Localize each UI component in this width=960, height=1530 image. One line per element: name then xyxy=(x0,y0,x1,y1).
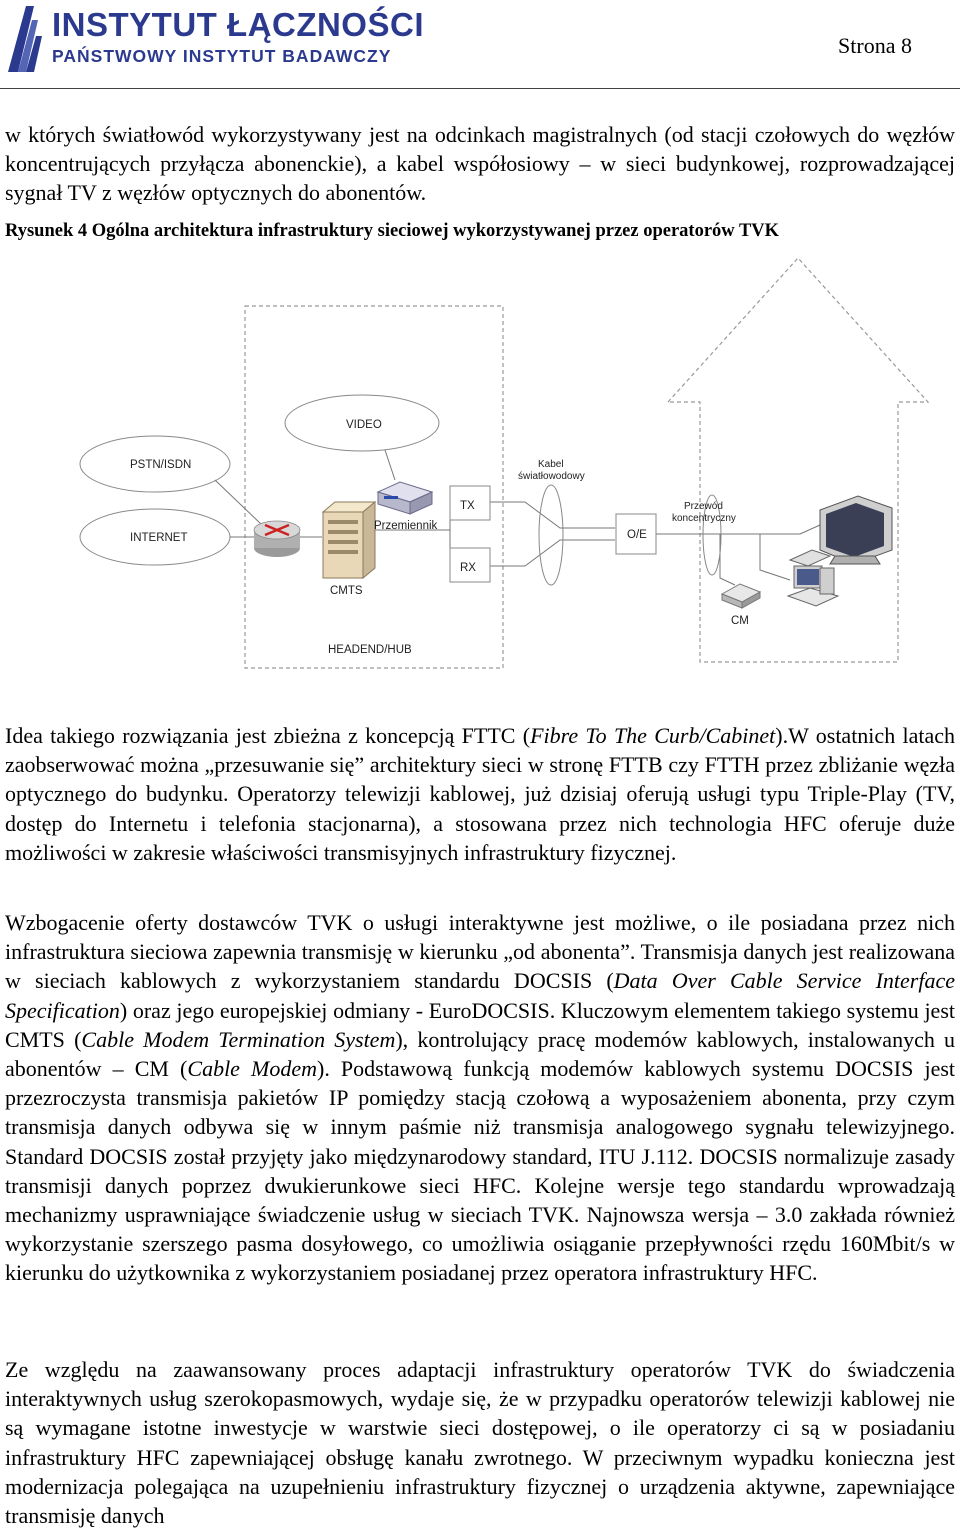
architecture-diagram xyxy=(0,250,960,690)
paragraph-4: Ze względu na zaawansowany proces adaptacji infrastruktury operatorów TVK do świadczenia interaktywnych usług szerokopasmowych, wydaje się, że w przypadku operatorów telewizji kablowej nie są wymagane istotne inwestycje w warstwie sieci dostępowej, o ile operatorzy ci są w posiadaniu infrastruktury HFC zapewniającej obsługę kanału zwrotnego. W przeciwnym wypadku konieczna jest modernizacja polegająca na uzupełnieniu infrastruktury fizycznej o urządzenia aktywne, zapewniające transmisję danych xyxy=(5,1357,955,1529)
television-icon xyxy=(820,496,892,564)
label-fibre-cable-1: Kabel xyxy=(538,459,564,470)
label-coax-1: Przewód xyxy=(684,501,723,512)
paragraph-1: w których światłowód wykorzystywany jest na odcinkach magistralnych (od stacji czołowych do węzłów koncentrujących przyłącza abonenckie), a kabel współosiowy – w sieci budynkowej, rozprowadzającej sygnał TV z węzłów optycznych do abonentów. xyxy=(5,122,955,206)
label-coax-2: koncentryczny xyxy=(672,513,736,524)
label-pstn-isdn: PSTN/ISDN xyxy=(130,459,192,471)
paragraph-3: Wzbogacenie oferty dostawców TVK o usługi interaktywne jest możliwe, o ile posiadana przez nich infrastruktura sieciowa zapewnia transmisję w kierunku „od abonenta”. Transmisja danych jest realizowana w sieciach kablowych z wykorzystaniem standardu DOCSIS (Data Over Cable Service Interface Specification) oraz jego europejskiej odmiany - EuroDOCSIS. Kluczowym elementem takiego systemu jest CMTS (Cable Modem Termination System), kontrolujący pracę modemów kablowych, instalowanych u abonentów – CM (Cable Modem). Podstawową funkcją modemów kablowych systemu DOCSIS jest przezroczysta transmisja pakietów IP pomiędzy stacją czołową a wyposażeniem abonenta, przy czym transmisja danych odbywa się w innym paśmie niż transmisja analogowego sygnału telewizyjnego. Standard DOCSIS został przyjęty jako międzynarodowy standard, ITU J.112. DOCSIS normalizuje zasady transmisji danych poprzez dwukierunkowe sieci HFC. Kolejne wersje tego standardu wprowadzają mechanizmy usprawniające świadczenie usług w sieciach TVK. Najnowsza wersja – 3.0 zakłada również wykorzystanie szerszego pasma dosyłowego, co umożliwia osiąganie przepływności rzędu 160Mbit/s w kierunku do użytkownika z wykorzystaniem posiadanej przez operatora infrastruktury HFC. xyxy=(5,910,956,1286)
fibre-cable-marker xyxy=(539,485,563,585)
converter-device-icon xyxy=(378,482,432,514)
logo-title: INSTYTUT ŁĄCZNOŚCI xyxy=(52,6,424,43)
page-header xyxy=(0,0,960,90)
label-cm: CM xyxy=(731,615,749,627)
label-rx: RX xyxy=(460,562,476,574)
page-number: Strona 8 xyxy=(838,33,912,58)
label-cmts: CMTS xyxy=(330,585,363,597)
label-fibre-cable-2: światłowodowy xyxy=(518,471,585,482)
institute-logo xyxy=(4,2,424,78)
label-video: VIDEO xyxy=(346,419,382,431)
label-oe: O/E xyxy=(627,529,647,541)
cmts-server-icon xyxy=(323,502,375,578)
house-outline xyxy=(668,258,928,662)
cable-modem-icon xyxy=(722,584,760,608)
label-headend-hub: HEADEND/HUB xyxy=(328,644,412,656)
computer-icon xyxy=(788,550,838,606)
diagram-canvas xyxy=(0,250,960,690)
paragraph-2: Idea takiego rozwiązania jest zbieżna z koncepcją FTTC (Fibre To The Curb/Cabinet).W ostatnich latach zaobserwować można „przesuwanie się” architektury sieci w stronę FTTB czy FTTH przez zbliżanie węzła optycznego do budynku. Operatorzy telewizji kablowej, już dzisiaj oferują usługi typu Triple-Play (TV, dostęp do Internetu i telefonia stacjonarna), a stosowana przez nich technologia HFC oferuje duże możliwości w zakresie właściwości transmisyjnych infrastruktury fizycznej. xyxy=(5,723,956,865)
label-tx: TX xyxy=(460,500,475,512)
label-internet: INTERNET xyxy=(130,532,188,544)
header-divider xyxy=(0,88,960,89)
label-przemiennik: Przemiennik xyxy=(374,520,438,532)
logo-subtitle: PAŃSTWOWY INSTYTUT BADAWCZY xyxy=(52,46,392,66)
logo-emblem-icon xyxy=(4,2,50,78)
figure-caption: Rysunek 4 Ogólna architektura infrastruktury sieciowej wykorzystywanej przez operatorów TVK xyxy=(5,221,780,241)
router-icon xyxy=(254,521,300,557)
